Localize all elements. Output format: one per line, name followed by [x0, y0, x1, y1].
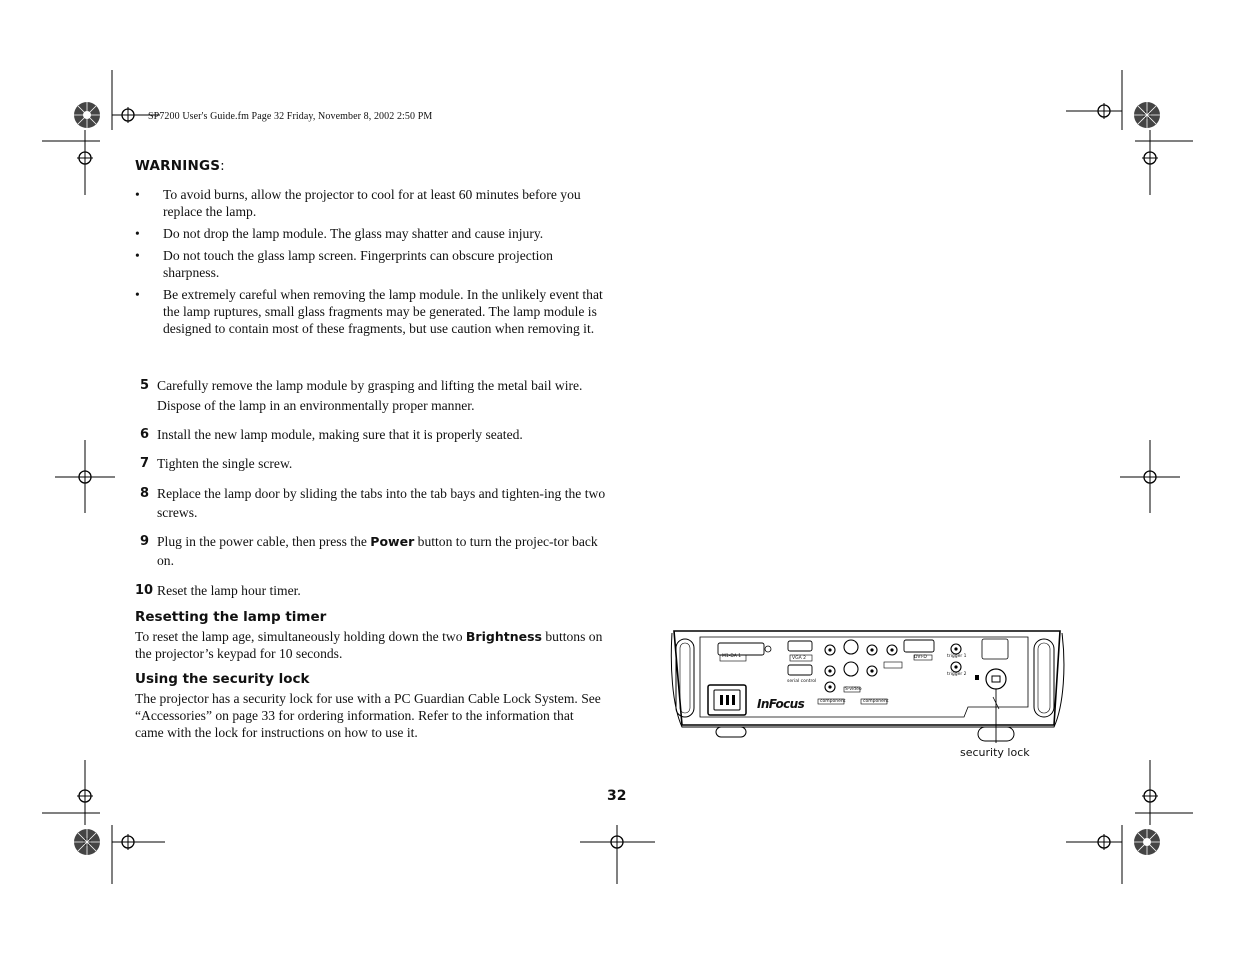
- port-label-trigger1: trigger 1: [947, 654, 967, 659]
- warning-text: Do not drop the lamp module. The glass may shatter and cause injury.: [163, 226, 544, 241]
- step-text: Tighten the single screw.: [157, 456, 293, 471]
- step-text: Install the new lamp module, making sure that it is properly seated.: [157, 427, 523, 442]
- power-keyword: Power: [370, 534, 415, 549]
- reset-heading: Resetting the lamp timer: [135, 609, 327, 625]
- step-number: 7: [140, 456, 150, 471]
- security-lock-callout: security lock: [960, 746, 1030, 759]
- step-8: [135, 484, 605, 522]
- warning-item: [135, 186, 610, 220]
- bullet-icon: •: [135, 287, 140, 302]
- file-header: SP7200 User's Guide.fm Page 32 Friday, November 8, 2002 2:50 PM: [148, 111, 433, 122]
- step-number: 10: [135, 583, 154, 598]
- bullet-icon: •: [135, 248, 140, 263]
- step-text-part: button to turn the projec-tor back on.: [157, 534, 598, 568]
- warning-text: Be extremely careful when removing the lamp module. In the unlikely event that the lamp ruptures, small glass fragments may be generated. The lamp module is designed to contain most of these fragments, but use caution when removing it.: [163, 287, 603, 336]
- step-7: [135, 454, 605, 473]
- warnings-heading: [135, 158, 225, 174]
- projector-rear-illustration: [668, 625, 1068, 745]
- step-10: [135, 581, 605, 600]
- step-text: Reset the lamp hour timer.: [157, 583, 301, 598]
- warnings-colon: :: [220, 158, 225, 174]
- port-label-m1: M1-DA 1: [722, 654, 742, 659]
- reset-text-part: To reset the lamp age, simultaneously holding down the two: [135, 629, 466, 644]
- port-label-trigger2: trigger 2: [947, 672, 967, 677]
- step-text: [157, 532, 607, 570]
- port-label-serial: serial control: [787, 679, 817, 684]
- warning-text: Do not touch the glass lamp screen. Fingerprints can obscure projection sharpness.: [163, 248, 553, 280]
- port-label-svideo: S-video: [845, 687, 862, 692]
- reset-paragraph: [135, 628, 605, 662]
- security-paragraph: The projector has a security lock for use with a PC Guardian Cable Lock System. See “Accessories” on page 33 for ordering information. Refer to the information that came with the lock for instructions on how to use it.: [135, 691, 601, 740]
- step-6: [135, 425, 605, 444]
- port-label-dvi: DVI-D: [914, 655, 927, 660]
- brightness-keyword: Brightness: [465, 629, 542, 644]
- step-9: [135, 532, 605, 570]
- step-number: 6: [140, 427, 150, 442]
- bullet-icon: •: [135, 226, 140, 241]
- brand-logo: InFocus: [757, 697, 805, 711]
- step-text: Carefully remove the lamp module by grasping and lifting the metal bail wire. Dispose of the lamp in an environmentally proper manner.: [157, 378, 583, 413]
- step-5: [135, 376, 605, 416]
- warnings-title: WARNINGS: [135, 158, 221, 174]
- security-heading: Using the security lock: [135, 671, 310, 687]
- warning-item: [135, 247, 610, 281]
- step-number: 9: [140, 534, 150, 549]
- step-text-part: Plug in the power cable, then press the: [157, 534, 371, 549]
- page-number: 32: [607, 788, 627, 804]
- step-text: Replace the lamp door by sliding the tabs into the tab bays and tighten-ing the two screws.: [157, 486, 606, 520]
- step-number: 5: [140, 378, 150, 393]
- step-number: 8: [140, 486, 150, 501]
- warning-item: [135, 286, 610, 354]
- warning-text: To avoid burns, allow the projector to cool for at least 60 minutes before you replace the lamp.: [163, 187, 581, 219]
- port-label-component-2: component: [863, 699, 889, 704]
- bullet-icon: •: [135, 187, 140, 202]
- warning-item: [135, 225, 610, 242]
- port-label-component-1: component: [820, 699, 846, 704]
- reset-text-part: buttons on the projector’s keypad for 10 seconds.: [135, 629, 603, 661]
- port-label-vga2: VGA 2: [792, 656, 806, 661]
